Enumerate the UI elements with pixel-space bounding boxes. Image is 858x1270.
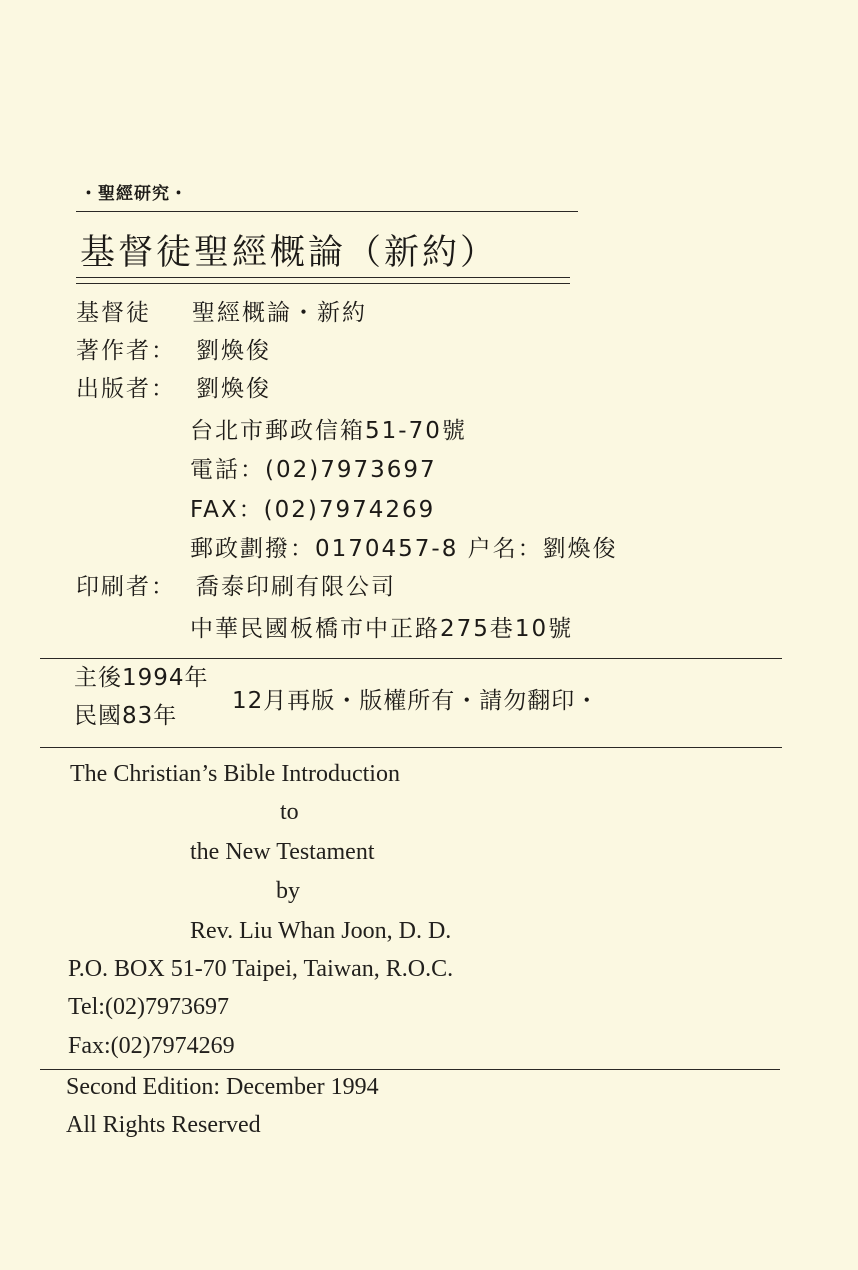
printer-label: 印刷者： [76,574,176,600]
publisher-label: 出版者： [76,376,176,402]
edition-en: Second Edition: December 1994 [66,1074,379,1100]
book-label: 基督徒 [76,300,151,326]
title-rule-top [76,277,570,278]
rights-en: All Rights Reserved [66,1112,261,1138]
section-rule-2 [40,747,782,748]
year-roc: 民國83年 [74,703,178,729]
postal-account: 郵政劃撥：0170457-8 户名：劉煥俊 [190,536,618,562]
series-label: ・聖經研究・ [80,184,188,204]
printer-address: 中華民國板橋市中正路275巷10號 [190,616,574,642]
edition-notice-cn: 12月再版・版權所有・請勿翻印・ [232,688,600,714]
english-address: P.O. BOX 51-70 Taipei, Taiwan, R.O.C. [68,956,454,982]
english-title-line3: the New Testament [190,839,375,865]
publisher-fax: FAX：(02)7974269 [190,497,436,523]
section-rule-3 [40,1069,780,1070]
publisher-address: 台北市郵政信箱51-70號 [190,418,467,444]
publisher-value: 劉煥俊 [196,376,271,402]
author-value: 劉煥俊 [196,338,271,364]
year-ad: 主後1994年 [74,665,209,691]
english-by: by [276,878,300,904]
english-title-line2: to [280,799,299,825]
english-fax: Fax:(02)7974269 [68,1033,235,1059]
series-rule [76,211,578,212]
english-author: Rev. Liu Whan Joon, D. D. [190,918,452,944]
book-title: 基督徒聖經概論（新約） [80,233,499,273]
section-rule-1 [40,658,782,659]
printer-value: 喬泰印刷有限公司 [196,574,396,600]
english-tel: Tel:(02)7973697 [68,994,229,1020]
publisher-phone: 電話：(02)7973697 [190,457,437,483]
author-label: 著作者： [76,338,176,364]
title-rule-bottom [76,283,570,284]
book-value: 聖經概論・新約 [192,300,367,326]
english-title-line1: The Christian’s Bible Introduction [70,761,400,787]
